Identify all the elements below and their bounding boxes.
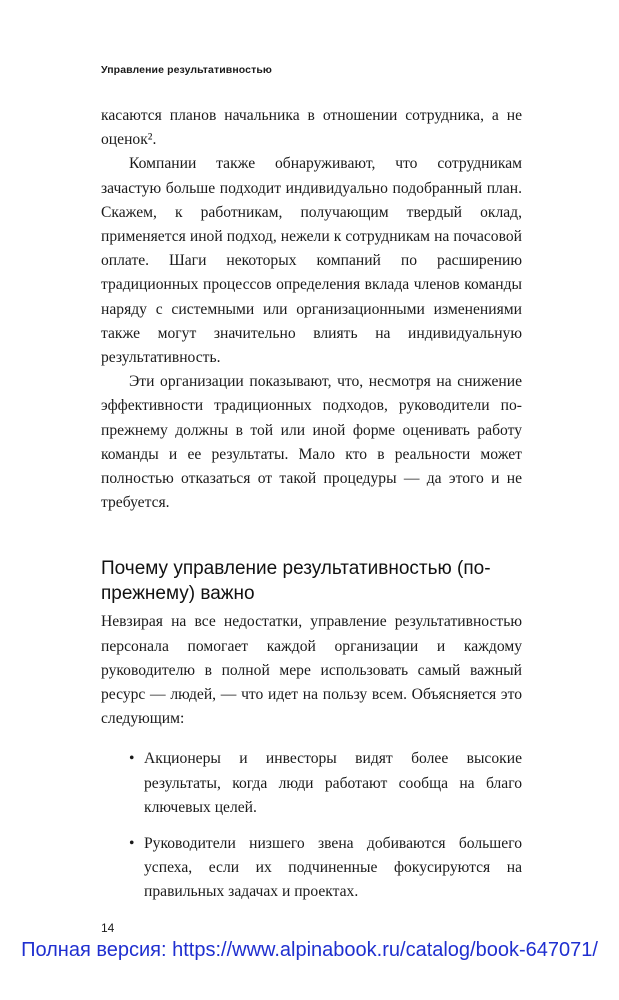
bullet-icon: •	[129, 835, 135, 853]
bullet-icon: •	[129, 750, 135, 768]
running-header: Управление результативностью	[101, 64, 272, 76]
full-version-link[interactable]: Полная версия: https://www.alpinabook.ru/catalog/book-647071/	[21, 939, 598, 961]
list-item	[129, 747, 522, 820]
paragraph-1: касаются планов начальника в отношении сотрудника, а не оценок².	[101, 107, 522, 149]
section-intro: Невзирая на все недостатки, управление результативностью персонала помогает каждой организации и каждому руководителю в полной мере использовать самый важный ресурс — людей, — что идет на пользу всем. Объясняется это следующим:	[101, 613, 522, 728]
page-number: 14	[101, 921, 115, 935]
list-item-text: Акционеры и инвесторы видят более высокие результаты, когда люди работают сообща на благо ключевых целей.	[144, 750, 522, 816]
bullet-list	[101, 747, 522, 904]
list-item-text: Руководители низшего звена добиваются большего успеха, если их подчиненные фокусируются на правильных задачах и проектах.	[144, 835, 522, 901]
list-item	[129, 832, 522, 905]
page-content	[101, 104, 522, 917]
paragraph-3: Эти организации показывают, что, несмотря на снижение эффективности традиционных подходов, руководители по-прежнему должны в той или иной форме оценивать работу команды и ее результаты. Мало кто в реальности может полностью отказаться от такой процедуры — да этого и не требуется.	[101, 373, 522, 512]
section-title: Почему управление результативностью (по-прежнему) важно	[101, 558, 491, 605]
paragraph-2: Компании также обнаруживают, что сотрудникам зачастую больше подходит индивидуально подобранный план. Скажем, к работникам, получающим твердый оклад, применяется иной подход, нежели к сотрудникам на почасовой оплате. Шаги некоторых компаний по расширению традиционных процессов определения вклада членов команды наряду с системными или организационными изменениями также могут значительно влиять на индивидуальную результативность.	[101, 155, 522, 367]
